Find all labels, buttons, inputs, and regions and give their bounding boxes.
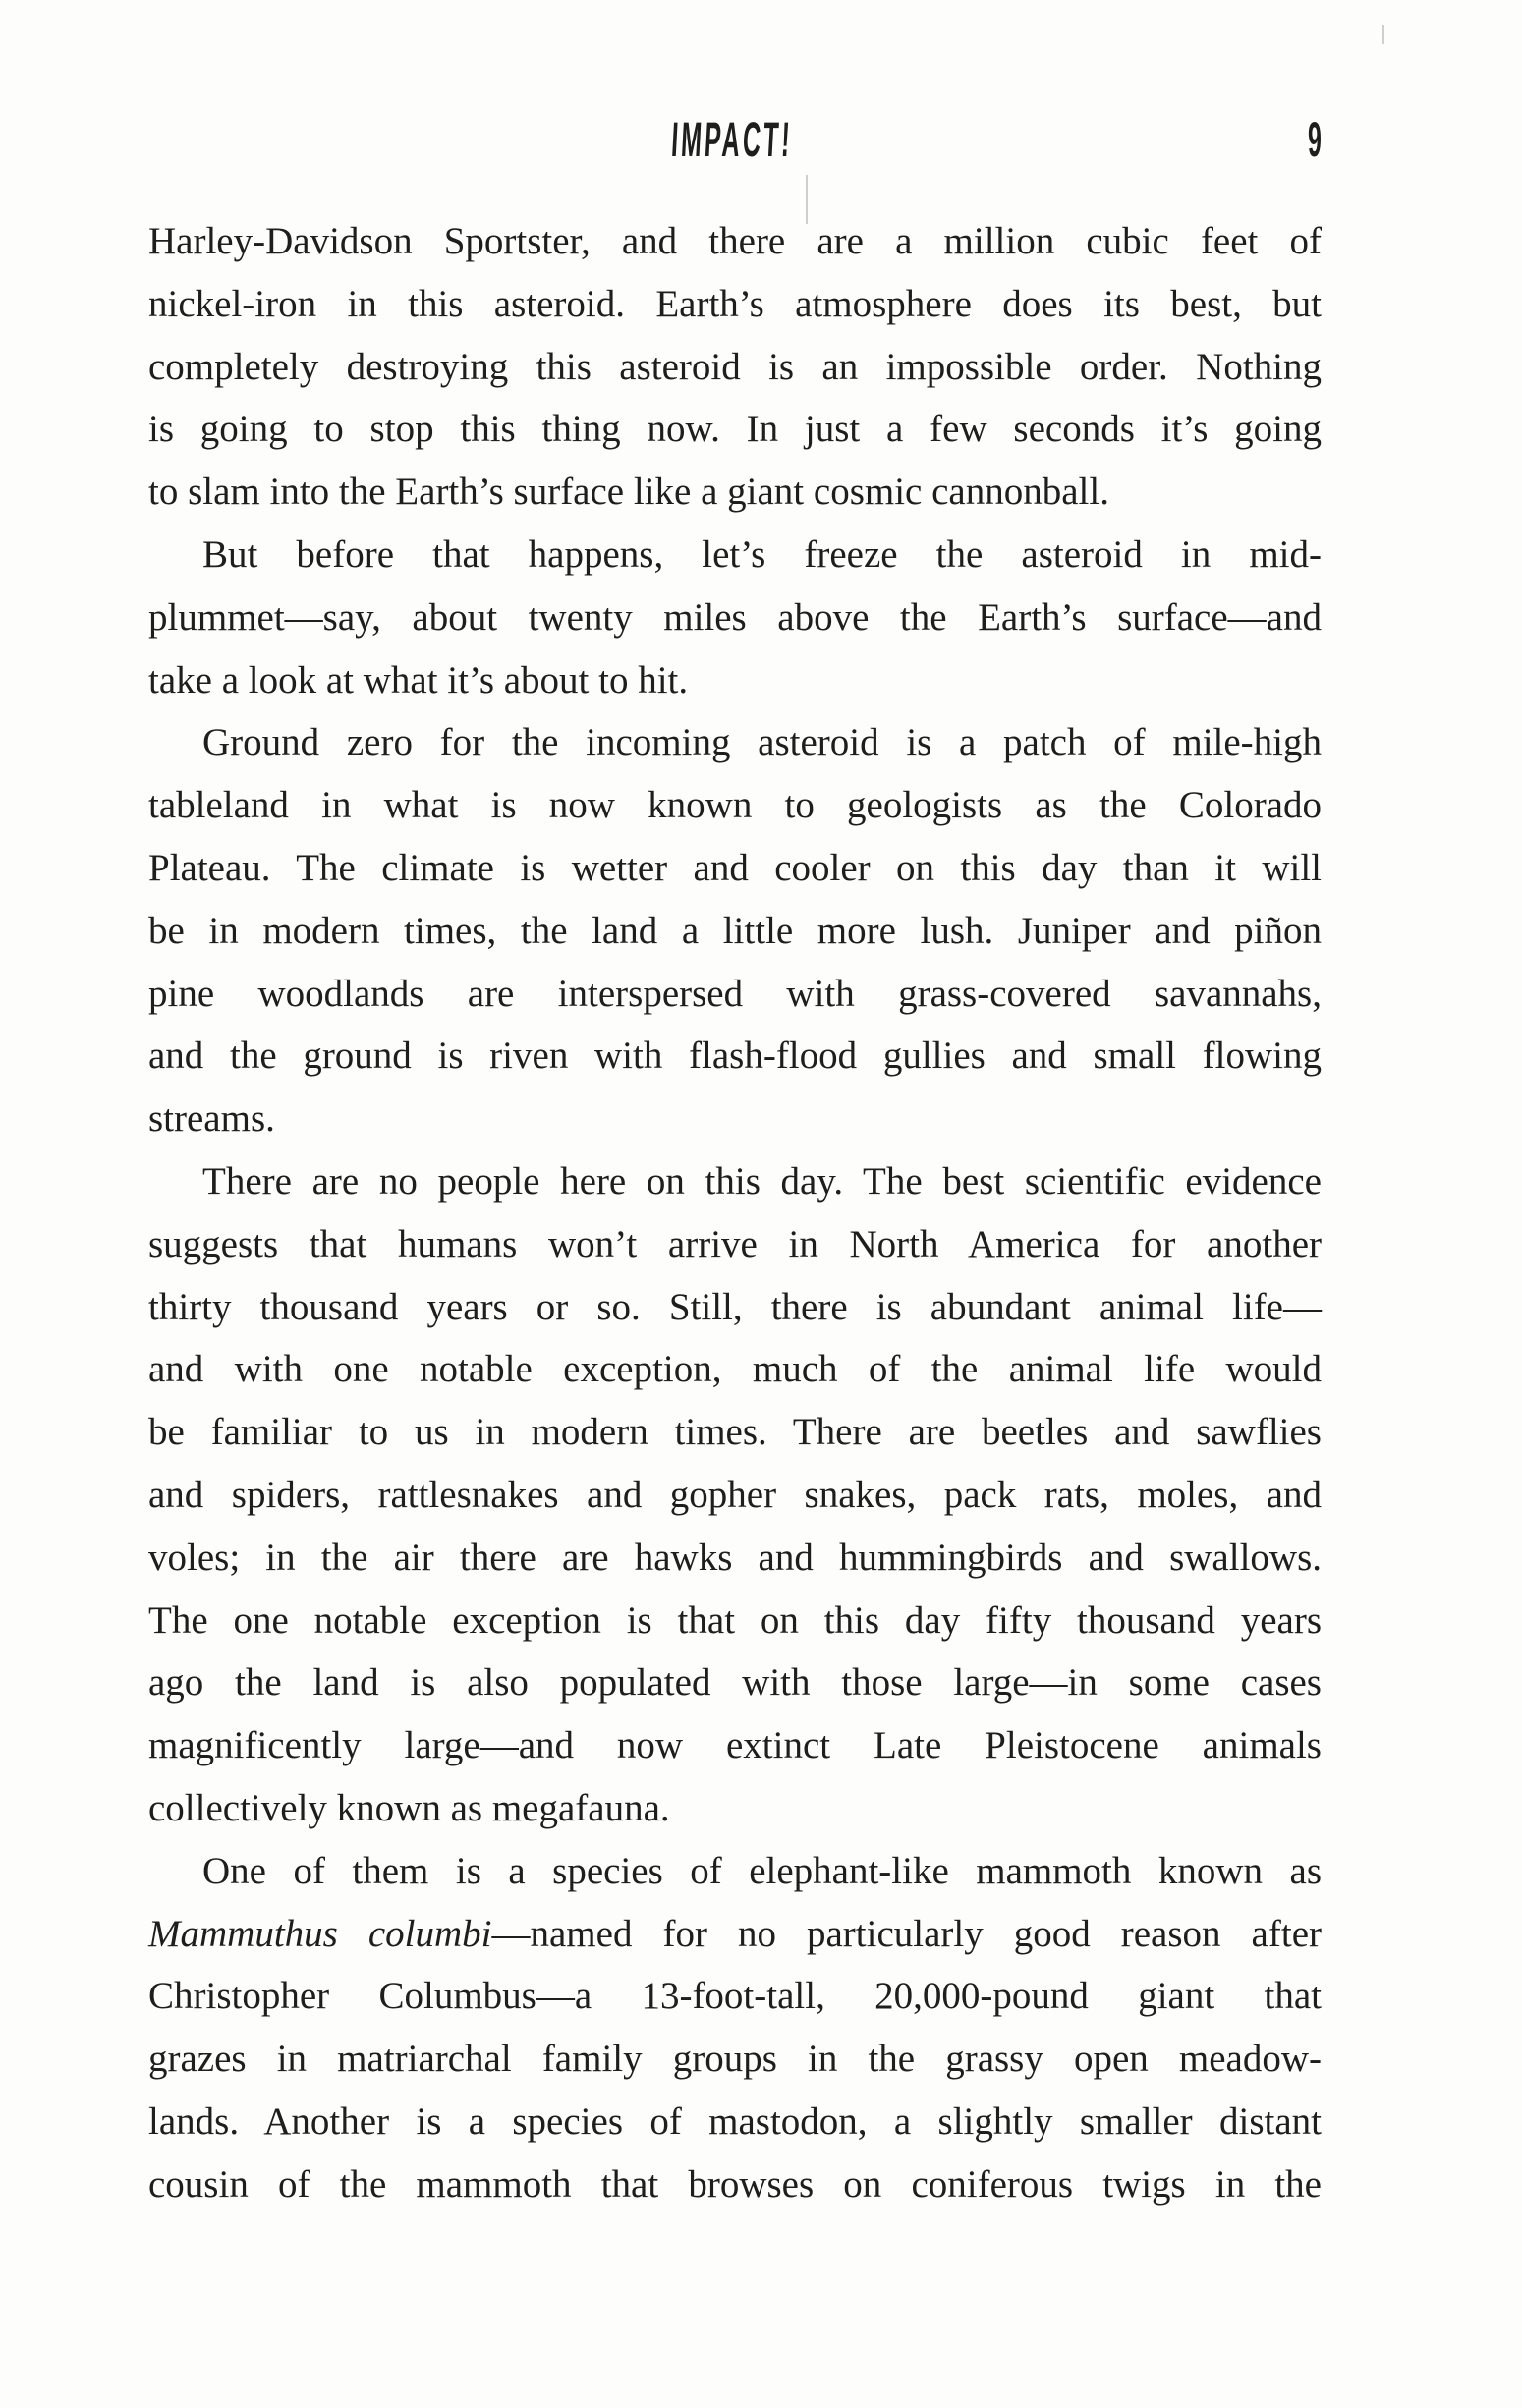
- text-line-rest: —named for no particularly good reason after: [491, 1912, 1322, 1955]
- text-line: One of them is a species of elephant-like mammoth known as: [202, 1849, 1322, 1892]
- text-line: collectively known as megafauna.: [148, 1786, 670, 1829]
- page-number: 9: [1308, 112, 1322, 167]
- text-line: cousin of the mammoth that browses on coniferous twigs in the: [148, 2162, 1322, 2206]
- text-line: and the ground is riven with flash-flood gullies and small flowing: [148, 1035, 1322, 1078]
- text-line: take a look at what it’s about to hit.: [148, 658, 689, 701]
- text-line: [148, 1903, 1322, 1966]
- text-line: and spiders, rattlesnakes and gopher snakes, pack rats, moles, and: [148, 1473, 1322, 1516]
- text-line: voles; in the air there are hawks and hummingbirds and swallows.: [148, 1536, 1322, 1579]
- text-line: The one notable exception is that on this day fifty thousand years: [148, 1598, 1322, 1642]
- text-line: to slam into the Earth’s surface like a giant cosmic cannonball.: [148, 471, 1109, 514]
- text-line: nickel-iron in this asteroid. Earth’s atmosphere does its best, but: [148, 282, 1322, 325]
- text-line: Plateau. The climate is wetter and cooler on this day than it will: [148, 846, 1322, 889]
- text-line: thirty thousand years or so. Still, there is abundant animal life—: [148, 1285, 1322, 1328]
- text-line: magnificently large—and now extinct Late Pleistocene animals: [148, 1724, 1322, 1767]
- text-line: streams.: [148, 1097, 275, 1141]
- text-line: Harley-Davidson Sportster, and there are a million cubic feet of: [148, 220, 1322, 262]
- text-line: and with one notable exception, much of the animal life would: [148, 1348, 1322, 1391]
- text-line: Christopher Columbus—a 13-foot-tall, 20,000-pound giant that: [148, 1975, 1322, 2018]
- text-line: completely destroying this asteroid is an impossible order. Nothing: [148, 345, 1322, 388]
- text-line: plummet—say, about twenty miles above the Earth’s surface—and: [148, 595, 1322, 639]
- text-line: There are no people here on this day. The best scientific evidence: [202, 1159, 1322, 1203]
- running-head: IMPACT!: [669, 112, 795, 167]
- text-line: pine woodlands are interspersed with grass-covered savannahs,: [148, 972, 1322, 1015]
- text-line: But before that happens, let’s freeze the asteroid in mid-: [202, 532, 1322, 576]
- text-line: be familiar to us in modern times. There are beetles and sawflies: [148, 1411, 1322, 1454]
- text-line: lands. Another is a species of mastodon, a slightly smaller distant: [148, 2100, 1322, 2143]
- text-line: suggests that humans won’t arrive in North America for another: [148, 1222, 1322, 1265]
- text-line: ago the land is also populated with those large—in some cases: [148, 1661, 1322, 1705]
- text-line: grazes in matriarchal family groups in the grassy open meadow-: [148, 2038, 1322, 2081]
- text-line: is going to stop this thing now. In just a few seconds it’s going: [148, 408, 1322, 451]
- scan-mark: [1382, 25, 1384, 44]
- text-line: Ground zero for the incoming asteroid is a patch of mile-high: [202, 721, 1322, 764]
- body-text: [148, 210, 1322, 2216]
- text-line: be in modern times, the land a little more lush. Juniper and piñon: [148, 909, 1322, 952]
- species-name: Mammuthus columbi: [148, 1912, 492, 1955]
- text-line: tableland in what is now known to geologists as the Colorado: [148, 784, 1322, 827]
